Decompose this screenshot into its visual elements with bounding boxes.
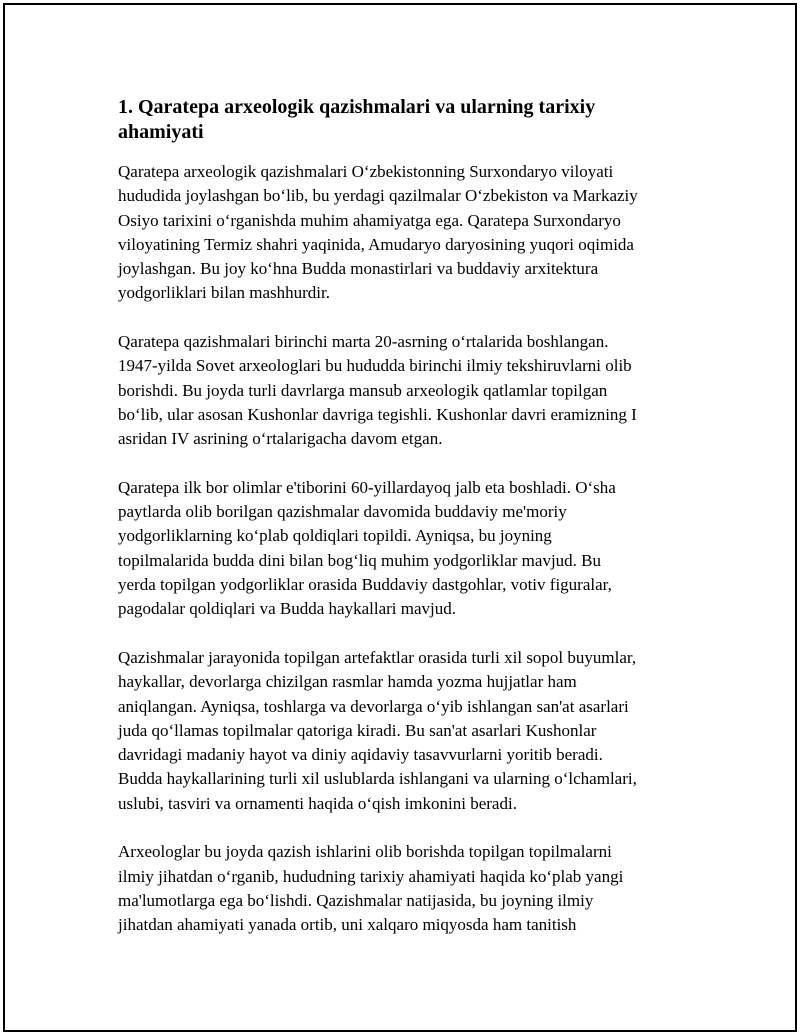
paragraph-5 bbox=[118, 840, 718, 937]
document-content bbox=[118, 95, 718, 962]
text-line: 1947-yilda Sovet arxeologlari bu hududda birinchi ilmiy tekshiruvlarni olib bbox=[118, 356, 632, 376]
text-line: uslubi, tasviri va ornamenti haqida o‘qish imkonini beradi. bbox=[118, 793, 517, 813]
paragraph-2 bbox=[118, 330, 718, 451]
paragraph-4 bbox=[118, 646, 718, 816]
text-line: Qaratepa ilk bor olimlar e'tiborini 60-yillardayoq jalb eta boshladi. O‘sha bbox=[118, 477, 616, 497]
text-line: asridan IV asrining o‘rtalarigacha davom etgan. bbox=[118, 429, 443, 449]
text-line: yerda topilgan yodgorliklar orasida Buddaviy dastgohlar, votiv figuralar, bbox=[118, 575, 612, 595]
text-line: Arxeologlar bu joyda qazish ishlarini olib borishda topilgan topilmalarni bbox=[118, 842, 612, 862]
text-line: borishdi. Bu joyda turli davrlarga mansub arxeologik qatlamlar topilgan bbox=[118, 380, 608, 400]
text-line: yodgorliklari bilan mashhurdir. bbox=[118, 283, 330, 303]
text-line: yodgorliklarning ko‘plab qoldiqlari topildi. Ayniqsa, bu joyning bbox=[118, 526, 552, 546]
text-line: joylashgan. Bu joy ko‘hna Budda monastirlari va buddaviy arxitektura bbox=[118, 259, 599, 279]
text-line: davridagi madaniy hayot va diniy aqidaviy tasavvurlarni yoritib beradi. bbox=[118, 745, 603, 765]
text-line: aniqlangan. Ayniqsa, toshlarga va devorlarga o‘yib ishlangan san'at asarlari bbox=[118, 696, 629, 716]
text-line: viloyatining Termiz shahri yaqinida, Amudaryo daryosining yuqori oqimida bbox=[118, 234, 634, 254]
text-line: Qaratepa arxeologik qazishmalari O‘zbekistonning Surxondaryo viloyati bbox=[118, 162, 614, 181]
title-line: ahamiyati bbox=[118, 121, 204, 143]
text-line: jihatdan ahamiyati yanada ortib, uni xalqaro miqyosda ham tanitish bbox=[118, 915, 577, 935]
text-line: topilmalarida budda dini bilan bog‘liq muhim yodgorliklar mavjud. Bu bbox=[118, 550, 602, 570]
text-line: Osiyo tarixini o‘rganishda muhim ahamiyatga ega. Qaratepa Surxondaryo bbox=[118, 210, 621, 230]
text-line: ilmiy jihatdan o‘rganib, hududning tarixiy ahamiyati haqida ko‘plab yangi bbox=[118, 866, 624, 886]
paragraph-1 bbox=[118, 160, 718, 306]
text-line: Qazishmalar jarayonida topilgan artefaktlar orasida turli xil sopol buyumlar, bbox=[118, 647, 637, 667]
title-line: 1. Qaratepa arxeologik qazishmalari va ularning tarixiy bbox=[118, 96, 596, 118]
text-line: paytlarda olib borilgan qazishmalar davomida buddaviy me'moriy bbox=[118, 502, 567, 522]
document-title bbox=[118, 95, 718, 145]
text-line: hududida joylashgan bo‘lib, bu yerdagi qazilmalar O‘zbekiston va Markaziy bbox=[118, 186, 638, 206]
text-line: bo‘lib, ular asosan Kushonlar davriga tegishli. Kushonlar davri eramizning I bbox=[118, 404, 637, 424]
paragraph-3 bbox=[118, 476, 718, 622]
text-line: Qaratepa qazishmalari birinchi marta 20-asrning o‘rtalarida boshlangan. bbox=[118, 332, 609, 352]
text-line: pagodalar qoldiqlari va Budda haykallari mavjud. bbox=[118, 599, 457, 619]
text-line: haykallar, devorlarga chizilgan rasmlar hamda yozma hujjatlar ham bbox=[118, 672, 577, 692]
text-line: Budda haykallarining turli xil uslublarda ishlangani va ularning o‘lchamlari, bbox=[118, 769, 637, 789]
text-line: juda qo‘llamas topilmalar qatoriga kiradi. Bu san'at asarlari Kushonlar bbox=[118, 720, 597, 740]
text-line: ma'lumotlarga ega bo‘lishdi. Qazishmalar natijasida, bu joyning ilmiy bbox=[118, 890, 594, 910]
